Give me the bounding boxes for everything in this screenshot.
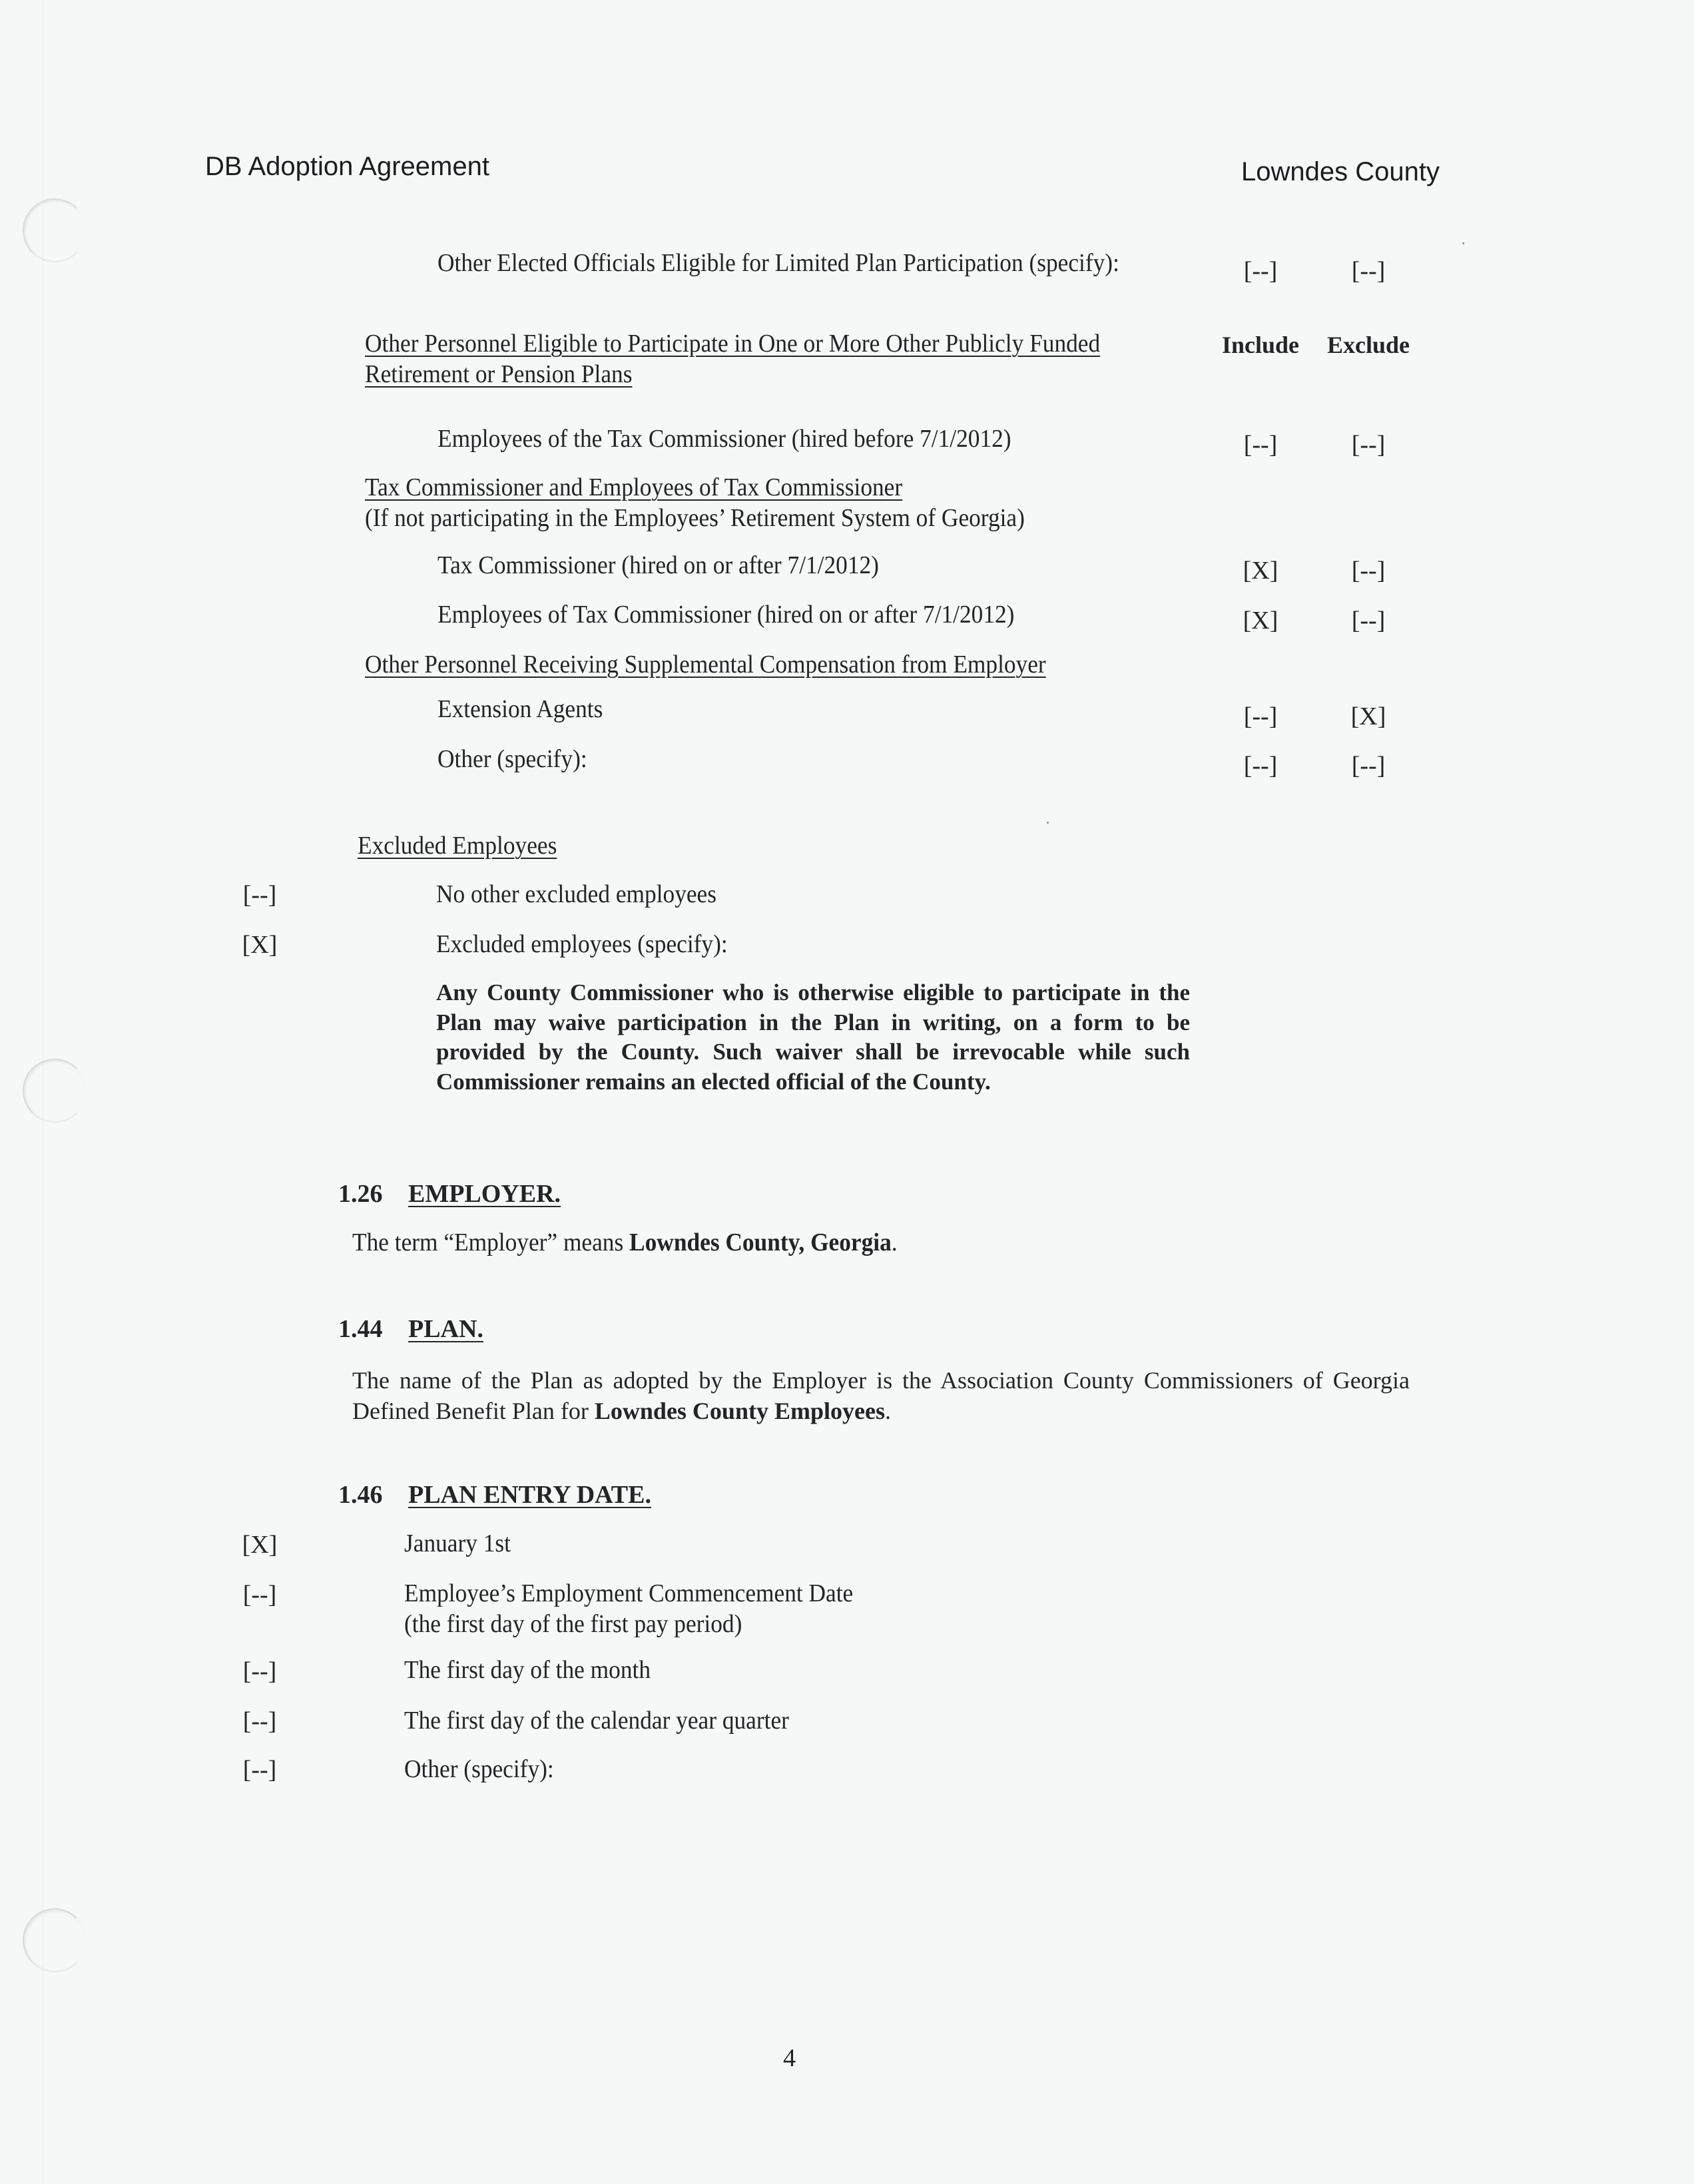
- other-elected-officials-label: Other Elected Officials Eligible for Limited Plan Participation (specify):: [437, 249, 1119, 277]
- section-number-plan: 1.44: [338, 1315, 383, 1343]
- tax-employees-before-include-checkbox[interactable]: [--]: [1243, 431, 1278, 459]
- employer-definition-suffix: .: [891, 1228, 898, 1256]
- tax-employees-after-exclude-checkbox[interactable]: [--]: [1351, 607, 1386, 635]
- document-title: DB Adoption Agreement: [205, 152, 489, 181]
- punch-hole-bottom: [23, 1908, 87, 1972]
- extension-agents-exclude-checkbox[interactable]: [X]: [1350, 702, 1386, 730]
- other-elected-exclude-checkbox[interactable]: [--]: [1351, 257, 1386, 285]
- supplemental-compensation-heading: Other Personnel Receiving Supplemental Compensation from Employer: [365, 651, 1046, 679]
- plan-name-definition: [352, 1365, 1410, 1426]
- other-elected-include-checkbox[interactable]: [--]: [1243, 257, 1278, 285]
- tax-commissioner-heading: Tax Commissioner and Employees of Tax Commissioner: [365, 473, 903, 501]
- entry-date-commencement-sublabel: (the first day of the first pay period): [404, 1610, 742, 1638]
- section-number-employer: 1.26: [338, 1180, 383, 1208]
- entry-date-quarter-label: The first day of the calendar year quarter: [404, 1707, 789, 1735]
- extension-agents-include-checkbox[interactable]: [--]: [1243, 702, 1278, 730]
- plan-name-prefix: The name of the Plan as adopted by the Employer is the Association County Commissioners of Georgia Defined Benefit Plan for: [352, 1367, 1410, 1424]
- employer-definition-prefix: The term “Employer” means: [352, 1228, 630, 1256]
- other-specify-label: Other (specify):: [437, 745, 587, 773]
- excluded-employees-label: Excluded employees (specify):: [436, 930, 728, 958]
- plan-name-suffix: .: [884, 1398, 891, 1424]
- page-number: 4: [783, 2044, 796, 2072]
- punch-hole-top: [23, 198, 87, 262]
- excluded-employees-checkbox[interactable]: [X]: [242, 931, 278, 959]
- employer-definition: [352, 1227, 898, 1258]
- excluded-employees-specification: Any County Commissioner who is otherwise eligible to participate in the Plan may waive participation in the Plan in writing, on a form to be provided by the County. Such waiver shall be irrevocable while such Commissioner remains an elected official of the County.: [436, 979, 1190, 1095]
- tax-commissioner-after-exclude-checkbox[interactable]: [--]: [1351, 557, 1386, 585]
- entry-date-commencement-label: Employee’s Employment Commencement Date: [404, 1579, 854, 1607]
- tax-employees-before-label: Employees of the Tax Commissioner (hired before 7/1/2012): [437, 425, 1011, 453]
- no-other-excluded-checkbox[interactable]: [--]: [242, 881, 277, 909]
- tax-commissioner-after-label: Tax Commissioner (hired on or after 7/1/2012): [437, 551, 879, 579]
- excluded-employees-heading: Excluded Employees: [358, 832, 557, 860]
- other-specify-exclude-checkbox[interactable]: [--]: [1351, 752, 1386, 780]
- exclude-column-header: Exclude: [1326, 332, 1410, 358]
- entry-date-other-checkbox[interactable]: [--]: [242, 1756, 277, 1784]
- include-column-header: Include: [1221, 332, 1300, 358]
- entry-date-other-label: Other (specify):: [404, 1755, 554, 1783]
- tax-employees-after-label: Employees of Tax Commissioner (hired on or after 7/1/2012): [437, 601, 1015, 629]
- tax-commissioner-subheading: (If not participating in the Employees’ Retirement System of Georgia): [365, 504, 1025, 532]
- employer-name: Lowndes County, Georgia: [629, 1228, 892, 1256]
- tax-employees-before-exclude-checkbox[interactable]: [--]: [1351, 431, 1386, 459]
- entry-date-quarter-checkbox[interactable]: [--]: [242, 1707, 277, 1735]
- extension-agents-label: Extension Agents: [437, 695, 603, 723]
- section-title-plan: PLAN.: [408, 1315, 483, 1343]
- county-name: Lowndes County: [1241, 157, 1440, 186]
- section-number-plan-entry-date: 1.46: [338, 1481, 383, 1509]
- entry-date-commencement-checkbox[interactable]: [--]: [242, 1581, 277, 1609]
- plan-name-bold: Lowndes County Employees: [594, 1398, 885, 1424]
- entry-date-month-checkbox[interactable]: [--]: [242, 1657, 277, 1685]
- no-other-excluded-label: No other excluded employees: [436, 880, 716, 908]
- entry-date-january-label: January 1st: [404, 1529, 511, 1557]
- scan-speck: [1047, 822, 1049, 824]
- entry-date-month-label: The first day of the month: [404, 1656, 651, 1684]
- other-specify-include-checkbox[interactable]: [--]: [1243, 752, 1278, 780]
- section-title-plan-entry-date: PLAN ENTRY DATE.: [408, 1481, 651, 1509]
- tax-employees-after-include-checkbox[interactable]: [X]: [1243, 607, 1278, 635]
- punch-hole-middle: [23, 1059, 87, 1123]
- scan-speck: [1462, 242, 1464, 244]
- tax-commissioner-after-include-checkbox[interactable]: [X]: [1243, 557, 1278, 585]
- other-personnel-heading: Other Personnel Eligible to Participate in One or More Other Publicly Funded Retirement or Pension Plans: [365, 330, 1101, 388]
- entry-date-january-checkbox[interactable]: [X]: [242, 1531, 278, 1559]
- section-title-employer: EMPLOYER.: [408, 1180, 561, 1208]
